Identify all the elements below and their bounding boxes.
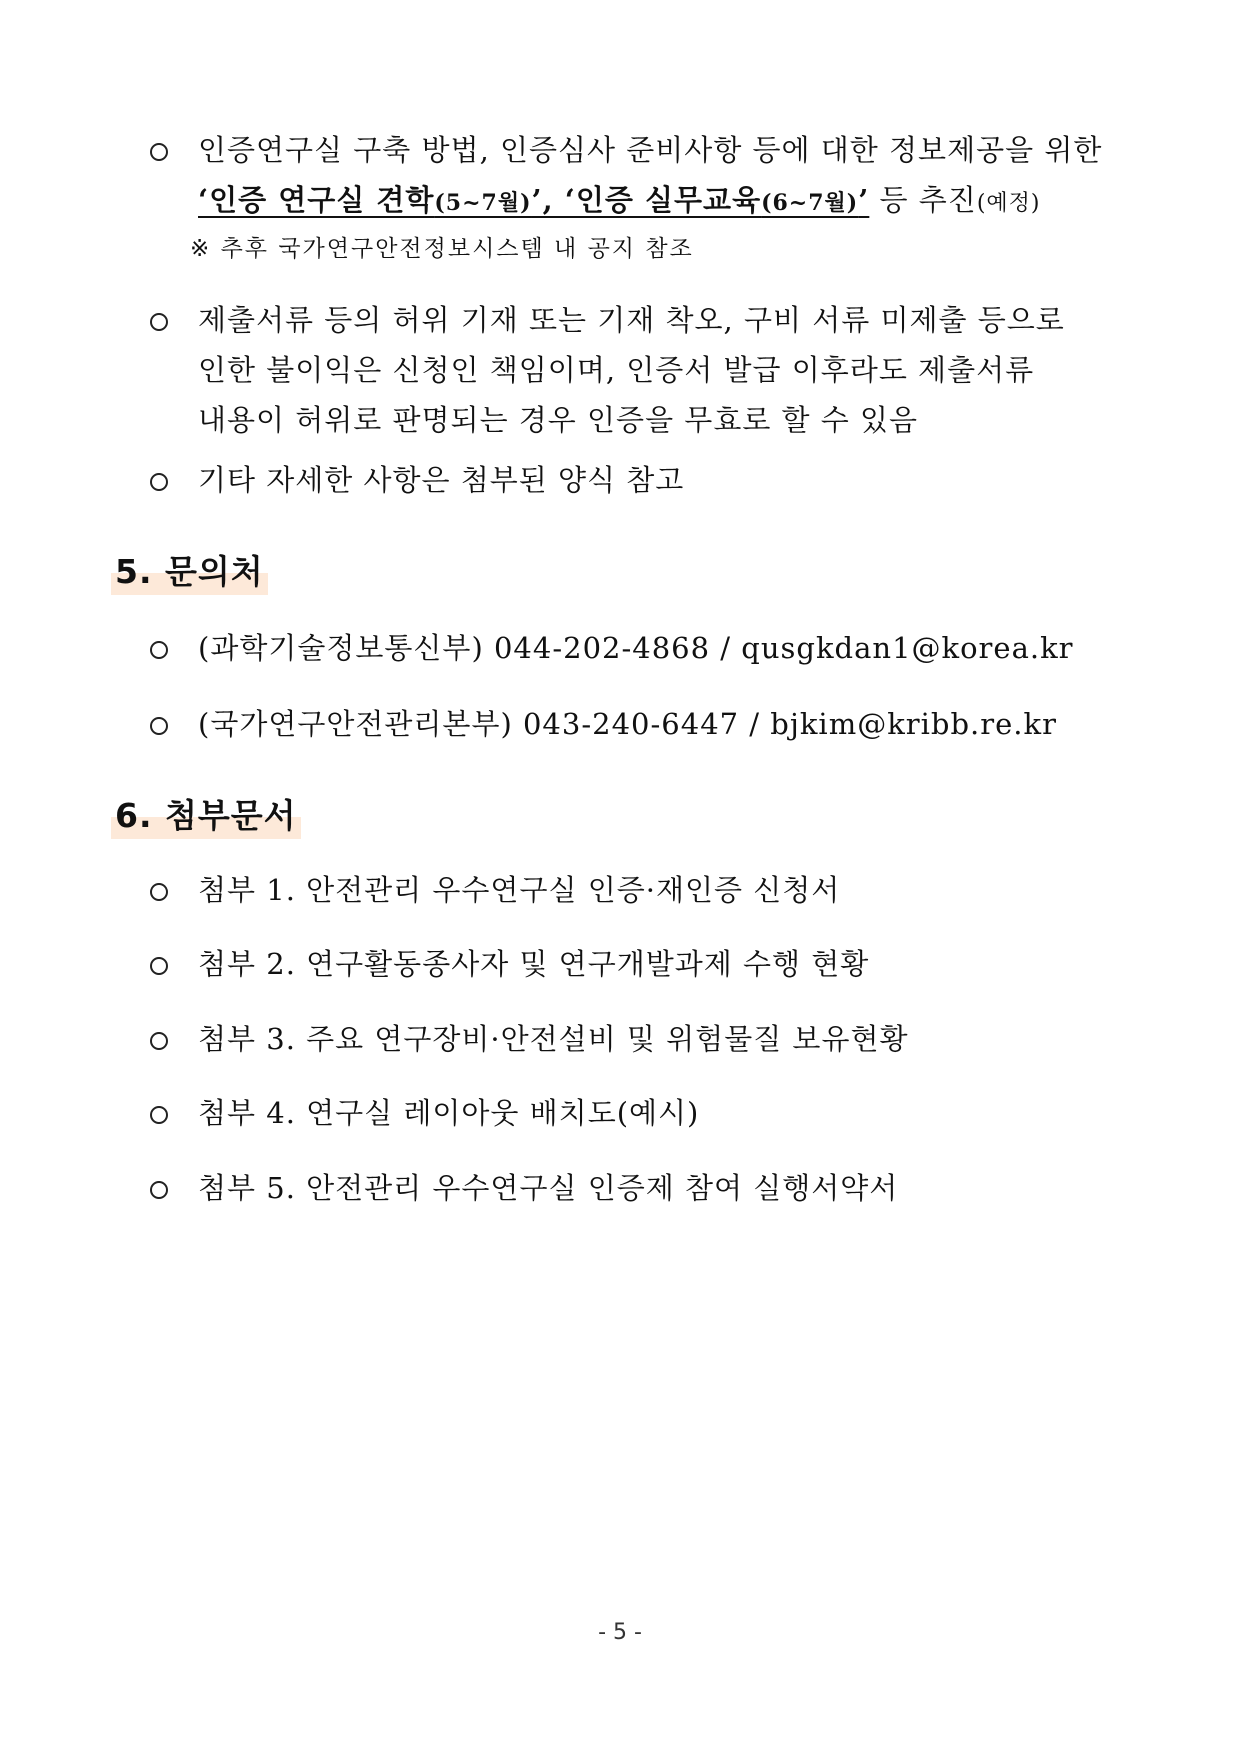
note-text: ※ 추후 국가연구안전정보시스템 내 공지 참조 xyxy=(190,236,694,262)
circle-bullet-icon xyxy=(150,883,168,901)
circle-bullet-icon xyxy=(150,717,168,735)
circle-bullet-icon xyxy=(150,313,168,331)
attachment-text: 첨부 1. 안전관리 우수연구실 인증·재인증 신청서 xyxy=(198,873,841,907)
section-heading: 5. 문의처 xyxy=(115,546,264,593)
page-number: - 5 - xyxy=(598,1620,642,1645)
circle-bullet-icon xyxy=(150,143,168,161)
circle-bullet-icon xyxy=(150,1181,168,1199)
item-line: ‘인증 연구실 견학(5~7월)’, ‘인증 실무교육(6~7월)’ 등 추진(예정) xyxy=(198,183,1041,217)
item-text: 기타 자세한 사항은 첨부된 양식 참고 xyxy=(198,463,685,497)
circle-bullet-icon xyxy=(150,473,168,491)
item-text xyxy=(198,125,1148,225)
item-line: 인증연구실 구축 방법, 인증심사 준비사항 등에 대한 정보제공을 위한 xyxy=(198,133,1103,167)
contact-text: (국가연구안전관리본부) 043-240-6447 / bjkim@kribb.re.kr xyxy=(198,707,1057,741)
circle-bullet-icon xyxy=(150,1106,168,1124)
circle-bullet-icon xyxy=(150,641,168,659)
circle-bullet-icon xyxy=(150,1032,168,1050)
attachment-text: 첨부 4. 연구실 레이아웃 배치도(예시) xyxy=(198,1096,700,1130)
section-heading: 6. 첨부문서 xyxy=(115,790,297,837)
contact-text: (과학기술정보통신부) 044-202-4868 / qusgkdan1@korea.kr xyxy=(198,631,1074,665)
attachment-text: 첨부 2. 연구활동종사자 및 연구개발과제 수행 현황 xyxy=(198,947,870,981)
attachment-text: 첨부 5. 안전관리 우수연구실 인증제 참여 실행서약서 xyxy=(198,1171,899,1205)
attachment-text: 첨부 3. 주요 연구장비·안전설비 및 위험물질 보유현황 xyxy=(198,1022,909,1056)
emphasized-text: ‘인증 연구실 견학(5~7월)’, ‘인증 실무교육(6~7월)’ xyxy=(198,183,870,217)
circle-bullet-icon xyxy=(150,957,168,975)
item-text: 제출서류 등의 허위 기재 또는 기재 착오, 구비 서류 미제출 등으로 인한 불이익은 신청인 책임이며, 인증서 발급 이후라도 제출서류 내용이 허위로 판명되는 경우 인증을 무효로 할 수 있음 xyxy=(198,303,1065,437)
